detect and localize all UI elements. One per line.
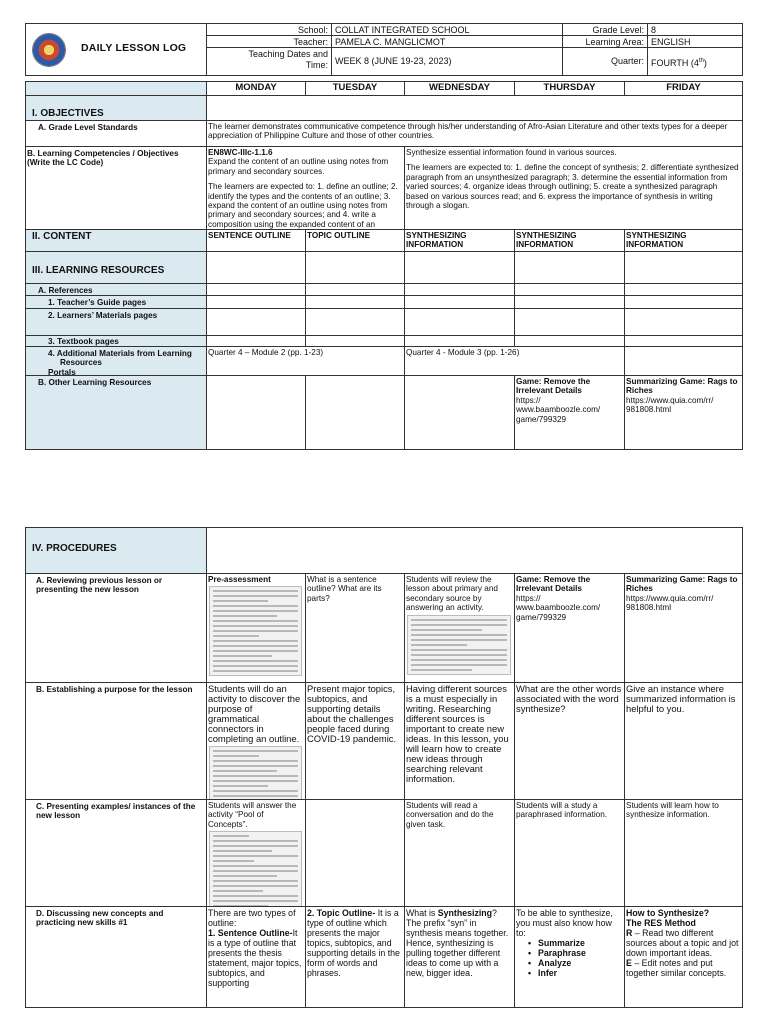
res-e-text: – Edit notes and put together similar concepts. (626, 958, 727, 978)
tb-thu (515, 336, 625, 347)
objectives-heading-blank (207, 96, 742, 121)
additional-line1: 4. Additional Materials from Learning (48, 349, 192, 358)
proc-d-label: D. Discussing new concepts and practicing new skills #1 (26, 907, 207, 1007)
standards-text: The learner demonstrates communicative competence through his/her understanding of Afro-Asian Literature and other texts types for a deeper appreciation of Philippine Culture and those of other countries. (207, 121, 742, 147)
references-label: A. References (26, 284, 207, 296)
tb-tue (306, 336, 405, 347)
proc-a-monday (207, 574, 306, 683)
day-tuesday: TUESDAY (306, 82, 405, 96)
res-head-wed (405, 252, 515, 284)
quarter-sup: th (698, 58, 704, 64)
res-head-tue (306, 252, 405, 284)
tb-wed (405, 336, 515, 347)
list-item: • Summarize (530, 938, 623, 948)
additional-label (26, 347, 207, 376)
procedures-heading: IV. PROCEDURES (26, 528, 207, 574)
day-wednesday: WEDNESDAY (405, 82, 515, 96)
deped-seal-icon (32, 33, 66, 67)
proc-c-monday (207, 800, 306, 907)
ref-tue (306, 284, 405, 296)
quarter-end: ) (703, 58, 707, 68)
proc-b-wednesday: Having different sources is a must especially in writing. Researching different sources is important to create new ideas. In this lesson, you will learn how to create new ideas through searching relevant information. (405, 683, 515, 800)
proc-b-mon-text: Students will do an activity to discover the purpose of grammatical connectors in completing an outline. (208, 683, 301, 744)
synthesis-skills-list (530, 938, 623, 978)
tb-fri (625, 336, 742, 347)
competencies-monday-tuesday (207, 147, 405, 230)
proc-a-wednesday (405, 574, 515, 683)
res-head-fri (625, 252, 742, 284)
competency-mon-1: Expand the content of an outline using notes from primary and secondary sources. (208, 157, 389, 176)
quarter-value (647, 48, 742, 75)
res-e-letter: E (626, 958, 632, 968)
res-method-title-1: How to Synthesize? (626, 908, 710, 918)
proc-d-thursday (515, 907, 625, 1007)
objectives-table (25, 81, 743, 450)
competency-mon-2: The learners are expected to: 1. define an outline; 2. identify the types and the contents of an outline; 3. expand the content of an outline using notes from primary and secondary sources; and 4. write a composition using the expanded content of an (208, 182, 398, 229)
header-row-school (207, 24, 742, 36)
game-title-fri: Summarizing Game: Rags to Riches (626, 377, 738, 396)
corner-cell (26, 82, 207, 96)
lm-wed (405, 309, 515, 336)
school-value: COLLAT INTEGRATED SCHOOL (331, 24, 562, 35)
list-item: • Analyze (530, 958, 623, 968)
logo-cell (26, 24, 207, 75)
proc-d-tue-text: It is a type of outline which presents the major topics, subtopics, and supporting details in the form of words and phrases. (307, 908, 400, 978)
grade-label: Grade Level: (562, 24, 647, 35)
other-tue (306, 376, 405, 449)
dates-value: WEEK 8 (JUNE 19-23, 2023) (331, 48, 562, 75)
header-table (25, 23, 743, 76)
game-link-thu[interactable]: https:// www.baamboozle.com/ game/799329 (516, 395, 601, 424)
res-method-e (626, 958, 741, 978)
proc-c-thursday: Students will a study a paraphrased information. (515, 800, 625, 907)
content-monday: SENTENCE OUTLINE (207, 230, 306, 252)
pool-of-concepts-thumbnail (209, 831, 302, 907)
proc-a-friday (625, 574, 742, 683)
area-label: Learning Area: (562, 36, 647, 47)
other-mon (207, 376, 306, 449)
proc-b-tuesday: Present major topics, subtopics, and supporting details about the challenges people faced during COVID-19 pandemic. (306, 683, 405, 800)
content-wednesday: SYNTHESIZING INFORMATION (405, 230, 515, 252)
proc-c-tuesday (306, 800, 405, 907)
game-link-fri[interactable]: https://www.quia.com/rr/ 981808.html (626, 395, 714, 415)
proc-d-wed-1: What is (406, 908, 438, 918)
tg-tue (306, 296, 405, 309)
ref-mon (207, 284, 306, 296)
header-row-teacher (207, 36, 742, 48)
additional-wed-thu: Quarter 4 - Module 3 (pp. 1-26) (405, 347, 625, 376)
area-value: ENGLISH (647, 36, 742, 47)
res-head-mon (207, 252, 306, 284)
teacher-value: PAMELA C. MANGLICMOT (331, 36, 562, 47)
proc-a-thursday (515, 574, 625, 683)
lm-thu (515, 309, 625, 336)
teacher-label: Teacher: (293, 37, 328, 47)
resources-heading: III. LEARNING RESOURCES (26, 252, 207, 284)
objectives-heading: I. OBJECTIVES (26, 96, 207, 121)
day-thursday: THURSDAY (515, 82, 625, 96)
proc-d-wednesday (405, 907, 515, 1007)
res-r-text: – Read two different sources about a topic and jot down important ideas. (626, 928, 739, 958)
tg-thu (515, 296, 625, 309)
dates-label (207, 48, 331, 75)
tg-wed (405, 296, 515, 309)
procedures-table (25, 527, 743, 1008)
procedures-heading-blank (207, 528, 742, 574)
tg-mon (207, 296, 306, 309)
proc-d-mon-text: It is a type of outline that presents the thesis statement, major topics, subtopics, and supporting (208, 928, 302, 988)
lc-code: EN8WC-IIIc-1.1.6 (208, 148, 273, 157)
proc-d-mon-intro: There are two types of outline: (208, 908, 296, 928)
proc-a-tuesday: What is a sentence outline? What are its parts? (306, 574, 405, 683)
proc-d-monday (207, 907, 306, 1007)
lm-label: 2. Learners’ Materials pages (26, 309, 207, 336)
proc-a-thu-link[interactable]: https:// www.baamboozle.com/ game/799329 (516, 593, 601, 622)
proc-c-mon-text: Students will answer the activity “Pool of Concepts”. (208, 801, 297, 829)
list-item: • Paraphrase (530, 948, 623, 958)
proc-d-tuesday (306, 907, 405, 1007)
proc-d-wed-2: ? The prefix “syn” in synthesis means together. Hence, synthesizing is pulling together different ideas to come up with a new, bigger idea. (406, 908, 509, 978)
dates-label-line1: Teaching Dates and (248, 49, 328, 59)
tg-fri (625, 296, 742, 309)
lm-mon (207, 309, 306, 336)
tb-mon (207, 336, 306, 347)
proc-a-thu-title: Game: Remove the Irrelevant Details (516, 575, 591, 594)
proc-b-monday (207, 683, 306, 800)
connectors-thumbnail (209, 746, 302, 800)
additional-line2: Resources (60, 358, 102, 368)
content-friday: SYNTHESIZING INFORMATION (625, 230, 742, 252)
competency-wed-2: The learners are expected to: 1. define the concept of synthesis; 2. differentiate synthesized paragraph from an unsynthesized paragraph; 3. determine the essential information from varied sources; 4. organize ideas through outlining; 5. create a synthesized paragraph based on various sources read; and 6. express the importance of synthesis in writing through a slogan. (406, 163, 739, 211)
proc-b-thursday: What are the other words associated with the word synthesize? (515, 683, 625, 800)
additional-mon-tue: Quarter 4 – Module 2 (pp. 1-23) (207, 347, 405, 376)
pre-assessment: Pre-assessment (208, 575, 271, 584)
res-r-letter: R (626, 928, 633, 938)
proc-d-thu-intro: To be able to synthesize, you must also know how to: (516, 908, 613, 938)
other-fri (625, 376, 742, 449)
res-head-thu (515, 252, 625, 284)
proc-a-fri-link[interactable]: https://www.quia.com/rr/ 981808.html (626, 593, 714, 613)
proc-d-mon-bold: 1. Sentence Outline- (208, 928, 293, 938)
ref-thu (515, 284, 625, 296)
page-title: DAILY LESSON LOG (81, 42, 187, 54)
proc-d-friday (625, 907, 742, 1007)
other-thu (515, 376, 625, 449)
other-wed (405, 376, 515, 449)
lm-tue (306, 309, 405, 336)
proc-d-wed-bold: Synthesizing (437, 908, 493, 918)
content-thursday: SYNTHESIZING INFORMATION (515, 230, 625, 252)
portals-label: Portals (48, 367, 76, 376)
tb-label: 3. Textbook pages (26, 336, 207, 347)
competencies-label: B. Learning Competencies / Objectives (Write the LC Code) (26, 147, 207, 230)
standards-label: A. Grade Level Standards (26, 121, 207, 147)
ref-fri (625, 284, 742, 296)
content-heading: II. CONTENT (26, 230, 207, 252)
day-friday: FRIDAY (625, 82, 742, 96)
other-resources-label: B. Other Learning Resources (26, 376, 207, 449)
game-title-thu: Game: Remove the Irrelevant Details (516, 377, 591, 396)
proc-d-tue-bold: 2. Topic Outline- (307, 908, 376, 918)
proc-c-wednesday: Students will read a conversation and do the given task. (405, 800, 515, 907)
proc-a-wed-text: Students will review the lesson about primary and secondary source by answering an activity. (406, 575, 498, 613)
tg-label: 1. Teacher’s Guide pages (26, 296, 207, 309)
day-monday: MONDAY (207, 82, 306, 96)
lm-fri (625, 309, 742, 336)
header-row-dates (207, 48, 742, 75)
ref-wed (405, 284, 515, 296)
dates-label-line2: Time: (305, 60, 328, 70)
quarter-text: FOURTH (4 (651, 58, 699, 68)
additional-fri (625, 347, 742, 376)
school-label: School: (297, 25, 328, 35)
proc-b-label: B. Establishing a purpose for the lesson (26, 683, 207, 800)
competencies-wed-fri (405, 147, 742, 230)
list-item: • Infer (530, 968, 623, 978)
grade-value: 8 (647, 24, 742, 35)
proc-c-label: C. Presenting examples/ instances of the new lesson (26, 800, 207, 907)
proc-c-friday: Students will learn how to synthesize information. (625, 800, 742, 907)
res-method-title-2: The RES Method (626, 918, 696, 928)
activity-thumbnail (407, 615, 511, 675)
worksheet-thumbnail (209, 586, 302, 676)
proc-a-fri-title: Summarizing Game: Rags to Riches (626, 575, 738, 594)
quarter-label: Quarter: (562, 48, 647, 75)
res-method-r (626, 928, 741, 958)
competency-wed-1: Synthesize essential information found in various sources. (406, 148, 617, 157)
proc-a-label: A. Reviewing previous lesson or presenting the new lesson (26, 574, 207, 683)
proc-b-friday: Give an instance where summarized information is helpful to you. (625, 683, 742, 800)
content-tuesday: TOPIC OUTLINE (306, 230, 405, 252)
